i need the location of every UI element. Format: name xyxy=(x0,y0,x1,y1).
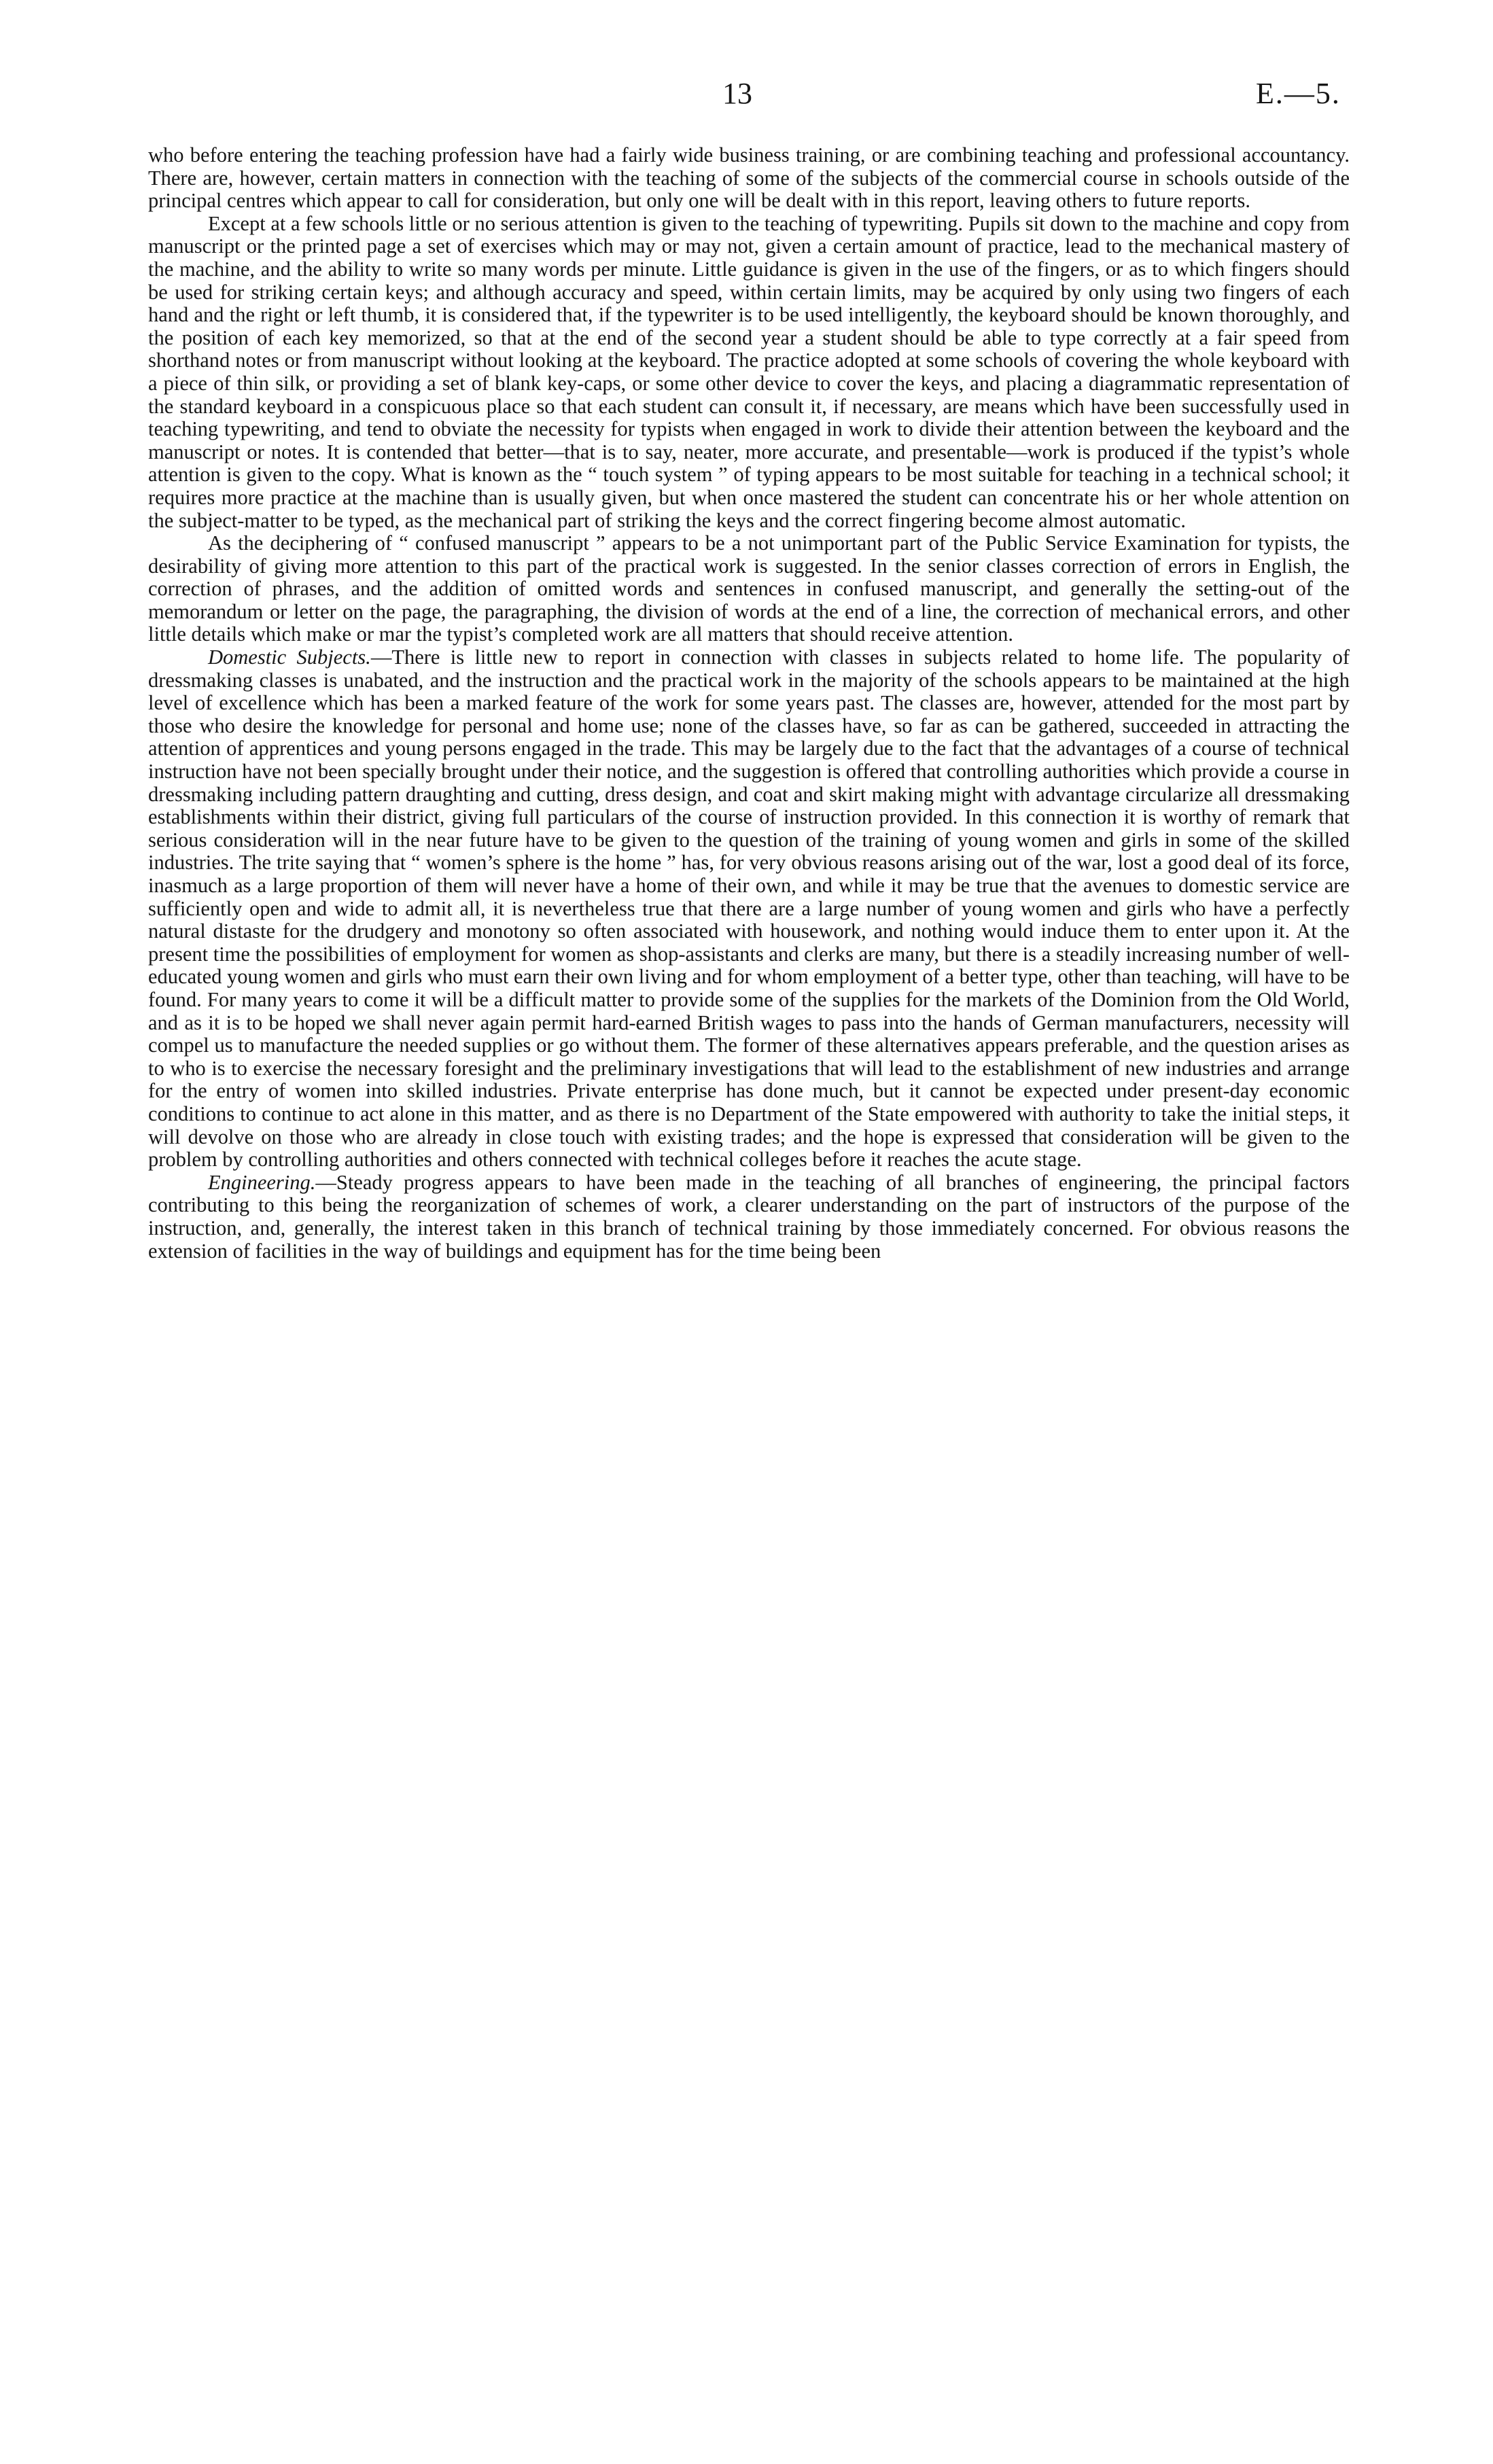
page-header xyxy=(0,73,1493,114)
document-reference: E.—5. xyxy=(1256,77,1341,110)
paragraph-text: —Steady progress appears to have been made in the teaching of all branches of engineering, the principal factors contributing to this being the reorganization of schemes of work, a clearer understanding on the part of instructors of the purpose of the instruction, and, generally, the interest taken in this branch of technical training by those immediately concerned. For obvious reasons the extension of facilities in the way of buildings and equipment has for the time being been xyxy=(148,1170,1350,1263)
page-number: 13 xyxy=(722,77,752,110)
paragraph-text: Except at a few schools little or no serious attention is given to the teaching of typewriting. Pupils sit down to the machine and copy from manuscript or the printed page a set of exercises which may or may not, given a certain amount of practice, lead to the mechanical mastery of the machine, and the ability to write so many words per minute. Little guidance is given in the use of the fingers, or as to which fingers should be used for striking certain keys; and although accuracy and speed, within certain limits, may be acquired by only using two fingers of each hand and the right or left thumb, it is considered that, if the typewriter is to be used intelligently, the keyboard should be known thoroughly, and the position of each key memorized, so that at the end of the second year a student should be able to type correctly at a fair speed from shorthand notes or from manuscript without looking at the keyboard. The practice adopted at some schools of covering the whole keyboard with a piece of thin silk, or providing a set of blank key-caps, or some other device to cover the keys, and placing a diagrammatic representation of the standard keyboard in a conspicuous place so that each student can consult it, if necessary, are means which have been successfully used in teaching typewriting, and tend to obviate the necessity for typists when engaged in work to divide their attention between the keyboard and the manuscript or notes. It is contended that better—that is to say, neater, more accurate, and presentable—work is produced if the typist’s whole attention is given to the copy. What is known as the “ touch system ” of typing appears to be most suitable for teaching in a technical school; it requires more practice at the machine than is usually given, but when once mastered the student can concentrate his or her whole attention on the subject-matter to be typed, as the mechanical part of striking the keys and the correct fingering become almost automatic. xyxy=(148,211,1350,532)
paragraph-manuscript xyxy=(148,532,1350,646)
section-heading-engineering: Engineering. xyxy=(208,1170,316,1194)
paragraph-engineering xyxy=(148,1172,1350,1263)
paragraph-domestic-subjects xyxy=(148,646,1350,1172)
body-text xyxy=(148,144,1350,1263)
paragraph-text: —There is little new to report in connection with classes in subjects related to home life. The popularity of dressmaking classes is unabated, and the instruction and the practical work in the majority of the schools appears to be maintained at the high level of excellence which has been a marked feature of the work for some years past. The classes are, however, attended for the most part by those who desire the knowledge for personal and home use; none of the classes have, so far as can be gathered, succeeded in attracting the attention of apprentices and young persons engaged in the trade. This may be largely due to the fact that the advantages of a course of technical instruction have not been specially brought under their notice, and the suggestion is offered that controlling authorities which provide a course in dressmaking including pattern draughting and cutting, dress design, and coat and skirt making might with advantage circularize all dressmaking establishments within their district, giving full particulars of the course of instruction provided. In this connection it is worthy of remark that serious consideration will in the near future have to be given to the question of the training of young women and girls in some of the skilled industries. The trite saying that “ women’s sphere is the home ” has, for very obvious reasons arising out of the war, lost a good deal of its force, inasmuch as a large proportion of them will never have a home of their own, and while it may be true that the avenues to domestic service are sufficiently open and wide to admit all, it is nevertheless true that there are a large number of young women and girls who have a perfectly natural distaste for the drudgery and monotony so often associated with housework, and nothing would induce them to enter upon it. At the present time the possibilities of employment for women as shop-assistants and clerks are many, but there is a steadily increasing number of well-educated young women and girls who must earn their own living and for whom employment of a better type, other than teaching, will have to be found. For many years to come it will be a difficult matter to provide some of the supplies for the markets of the Dominion from the Old World, and as it is to be hoped we shall never again permit hard-earned British wages to pass into the hands of German manufacturers, necessity will compel us to manufacture the needed supplies or go without them. The former of these alternatives appears preferable, and the question arises as to who is to exercise the necessary foresight and the preliminary investigations that will lead to the establishment of new industries and arrange for the entry of women into skilled industries. Private enterprise has done much, but it cannot be expected under present-day economic conditions to continue to act alone in this matter, and as there is no Department of the State empowered with authority to take the initial steps, it will devolve on those who are already in close touch with existing trades; and the hope is expressed that consideration will be given to the problem by controlling authorities and others connected with technical colleges before it reaches the acute stage. xyxy=(148,646,1350,1172)
paragraph-continuation xyxy=(148,144,1350,213)
section-heading-domestic-subjects: Domestic Subjects. xyxy=(208,646,371,669)
paragraph-typewriting xyxy=(148,213,1350,532)
paragraph-text: As the deciphering of “ confused manuscript ” appears to be a not unimportant part of the Public Service Examination for typists, the desirability of giving more attention to this part of the practical work is suggested. In the senior classes correction of errors in English, the correction of phrases, and the addition of omitted words and sentences in confused manuscript, and generally the setting-out of the memorandum or letter on the page, the paragraphing, the division of words at the end of a line, the correction of mechanical errors, and other little details which make or mar the typist’s completed work are all matters that should receive attention. xyxy=(148,531,1350,646)
paragraph-text: who before entering the teaching profession have had a fairly wide business training, or are combining teaching and professional accountancy. There are, however, certain matters in connection with the teaching of some of the subjects of the commercial course in schools outside of the principal centres which appear to call for consideration, but only one will be dealt with in this report, leaving others to future reports. xyxy=(148,143,1350,213)
